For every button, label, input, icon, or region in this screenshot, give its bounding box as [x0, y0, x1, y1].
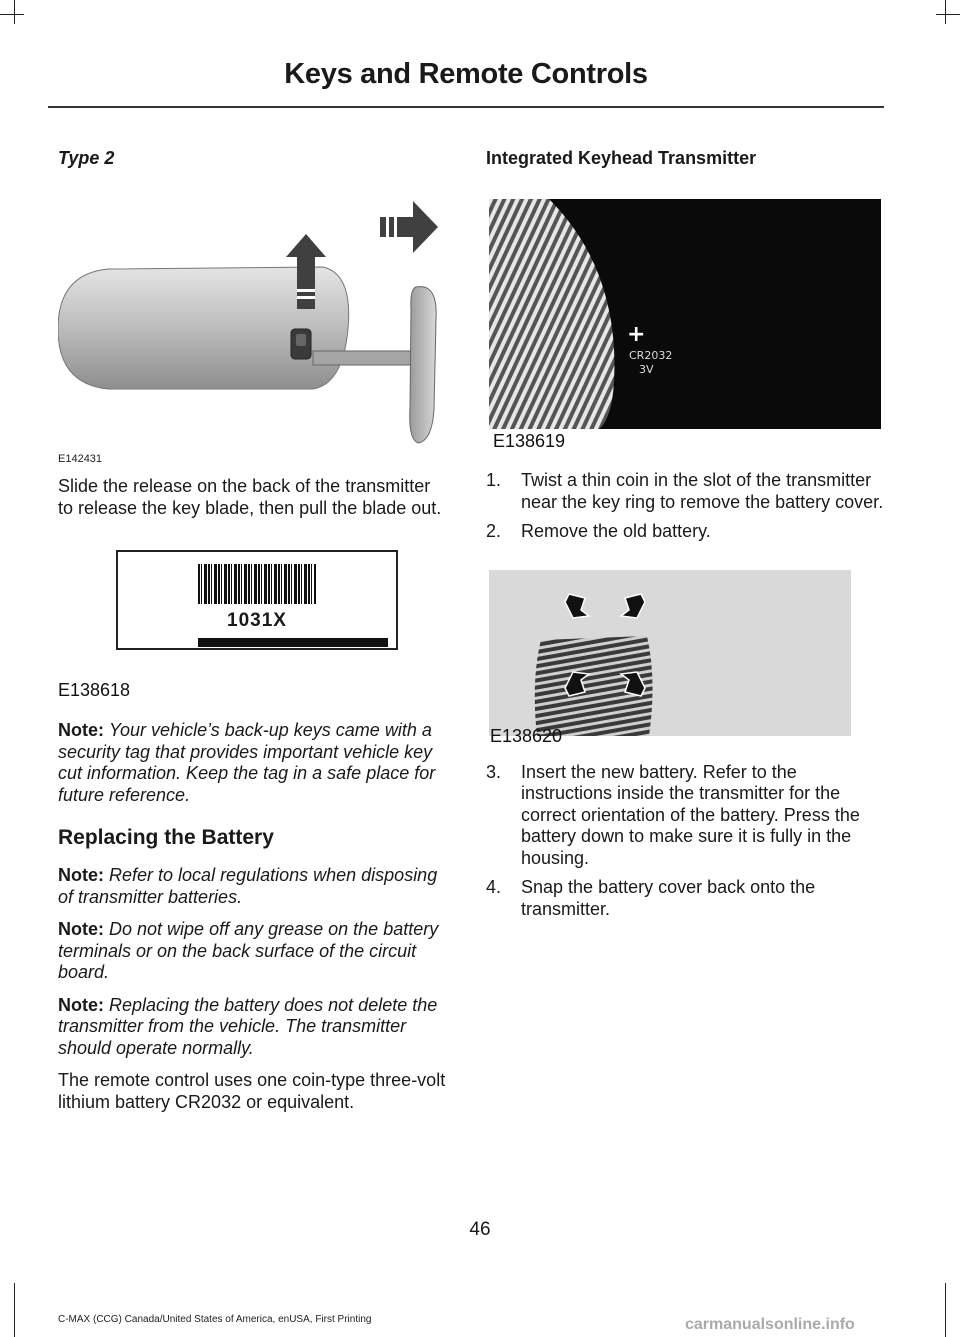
- release-instruction: Slide the release on the back of the transmitter to release the key blade, then pull the blade out.: [58, 476, 442, 518]
- crop-mark: [0, 14, 24, 15]
- crop-mark: [945, 1283, 946, 1337]
- figure-code: E138618: [58, 680, 131, 700]
- battery-model-label: CR2032: [629, 349, 673, 362]
- note-text: Your vehicle’s back-up keys came with a security tag that provides important vehicle key cut information. Keep the tag in a safe place for future reference.: [58, 720, 436, 805]
- battery-type-text: The remote control uses one coin-type three-volt lithium battery CR2032 or equivalent.: [58, 1070, 446, 1112]
- crop-mark: [14, 1283, 15, 1337]
- tag-number: 1031X: [227, 610, 287, 631]
- tag-stripe: [198, 638, 388, 647]
- note-security-tag: [58, 720, 450, 806]
- note-label: Note:: [58, 919, 104, 939]
- note-label: Note:: [58, 720, 104, 740]
- keyhead-figure: [486, 199, 886, 464]
- list-item: 1. Twist a thin coin in the slot of the transmitter near the key ring to remove the battery cover.: [486, 470, 884, 512]
- note-text: Do not wipe off any grease on the battery terminals or on the back surface of the circuit board.: [58, 919, 439, 982]
- figure-code: E142431: [58, 453, 103, 465]
- note-disposal: [58, 865, 450, 908]
- note-text: Replacing the battery does not delete the transmitter from the vehicle. The transmitter should operate normally.: [58, 994, 438, 1058]
- note-grease: [58, 919, 450, 984]
- note-text: Refer to local regulations when disposing of transmitter batteries.: [58, 865, 438, 907]
- section-heading: Replacing the Battery: [58, 826, 274, 849]
- key-blade-figure: [58, 179, 448, 469]
- list-item: 2. Remove the old battery.: [486, 521, 711, 541]
- security-tag-figure: [58, 550, 450, 720]
- note-label: Note:: [58, 994, 104, 1015]
- list-item: 4. Snap the battery cover back onto the transmitter.: [486, 877, 816, 919]
- page-title: Keys and Remote Controls: [284, 58, 648, 90]
- left-column: [58, 145, 450, 1113]
- type2-heading: Type 2: [58, 148, 115, 168]
- site-watermark: carmanualsonline.info: [685, 1316, 855, 1333]
- crop-mark: [936, 14, 960, 15]
- page-number: 46: [469, 1219, 491, 1240]
- publication-info: C-MAX (CCG) Canada/United States of America, enUSA, First Printing: [58, 1314, 372, 1325]
- security-tag: [116, 550, 398, 650]
- battery-steps-b: [486, 762, 886, 921]
- crop-mark: [14, 0, 15, 24]
- plus-symbol: +: [627, 322, 646, 347]
- keyhead-illustration: [489, 199, 881, 429]
- right-column: [486, 145, 886, 920]
- note-transmitter: [58, 995, 450, 1060]
- barcode: [198, 564, 316, 604]
- section-heading-keyhead: Integrated Keyhead Transmitter: [486, 148, 757, 168]
- note-label: Note:: [58, 865, 104, 885]
- crop-mark: [945, 0, 946, 24]
- battery-steps-a: [486, 470, 886, 543]
- battery-voltage-label: 3V: [639, 363, 654, 376]
- figure-code: E138620: [490, 725, 563, 746]
- battery-removal-illustration: [489, 570, 851, 736]
- key-blade-illustration: [58, 179, 448, 459]
- figure-code: E138619: [493, 431, 566, 451]
- list-item: 3. Insert the new battery. Refer to the instructions inside the transmitter for the correct orientation of the battery. Press the battery down to make sure it is fully in the housing.: [486, 761, 860, 868]
- header-divider: [48, 106, 884, 108]
- battery-removal-figure: [486, 570, 886, 750]
